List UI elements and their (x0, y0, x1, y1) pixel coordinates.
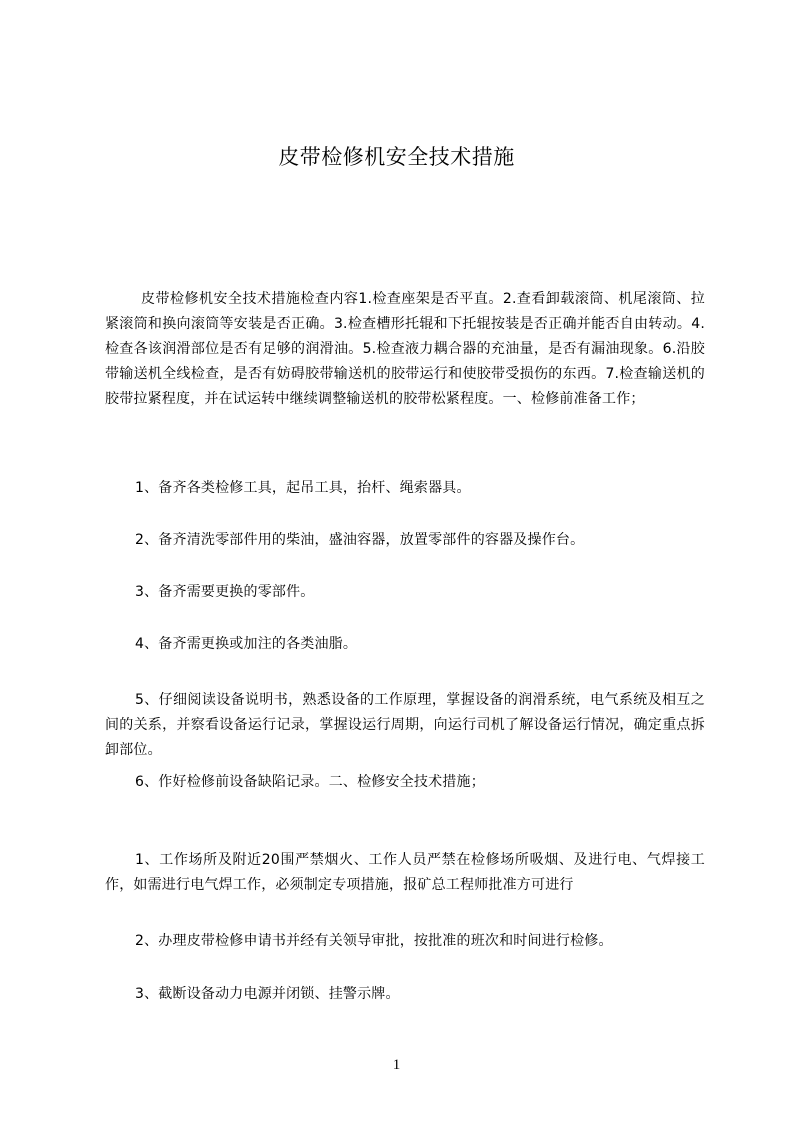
prep-item-2: 2、备齐清洗零部件用的柴油，盛油容器，放置零部件的容器及操作台。 (135, 532, 585, 548)
document-title: 皮带检修机安全技术措施 (278, 145, 515, 169)
intro-paragraph: 皮带检修机安全技术措施检查内容1.检查座架是否平直。2.查看卸载滚筒、机尾滚筒、拉紧滚筒和换向滚筒等安装是否正确。3.检查槽形托辊和下托辊按装是否正确并能否自由转动。4.检查各该润滑部位是否有足够的润滑油。5.检查液力耦合器的充油量，是否有漏油现象。6.沿胶带输送机全线检查，是否有妨碍胶带输送机的胶带运行和使胶带受损伤的东西。7.检查输送机的胶带拉紧程度，并在试运转中继续调整输送机的胶带松紧程度。一、检修前准备工作； (105, 291, 705, 407)
prep-item-1: 1、备齐各类检修工具，起吊工具，抬杆、绳索器具。 (135, 480, 471, 496)
safety-item-3: 3、截断设备动力电源并闭锁、挂警示牌。 (135, 986, 400, 1002)
prep-item-5: 5、仔细阅读设备说明书，熟悉设备的工作原理，掌握设备的润滑系统，电气系统及相互之间的关系，并察看设备运行记录，掌握设运行周期，向运行司机了解设备运行情况，确定重点拆卸部位。 (105, 692, 705, 758)
prep-item-4: 4、备齐需更换或加注的各类油脂。 (135, 636, 358, 652)
prep-item-3: 3、备齐需要更换的零部件。 (135, 584, 315, 600)
page-number: 1 (392, 1057, 401, 1073)
safety-item-2: 2、办理皮带检修申请书并经有关领导审批，按批准的班次和时间进行检修。 (135, 933, 613, 949)
safety-item-1: 1、工作场所及附近20围严禁烟火、工作人员严禁在检修场所吸烟、及进行电、气焊接工作，如需进行电气焊工作，必须制定专项措施，报矿总工程师批准方可进行 (105, 852, 705, 893)
prep-item-6: 6、作好检修前设备缺陷记录。二、检修安全技术措施； (135, 774, 485, 790)
